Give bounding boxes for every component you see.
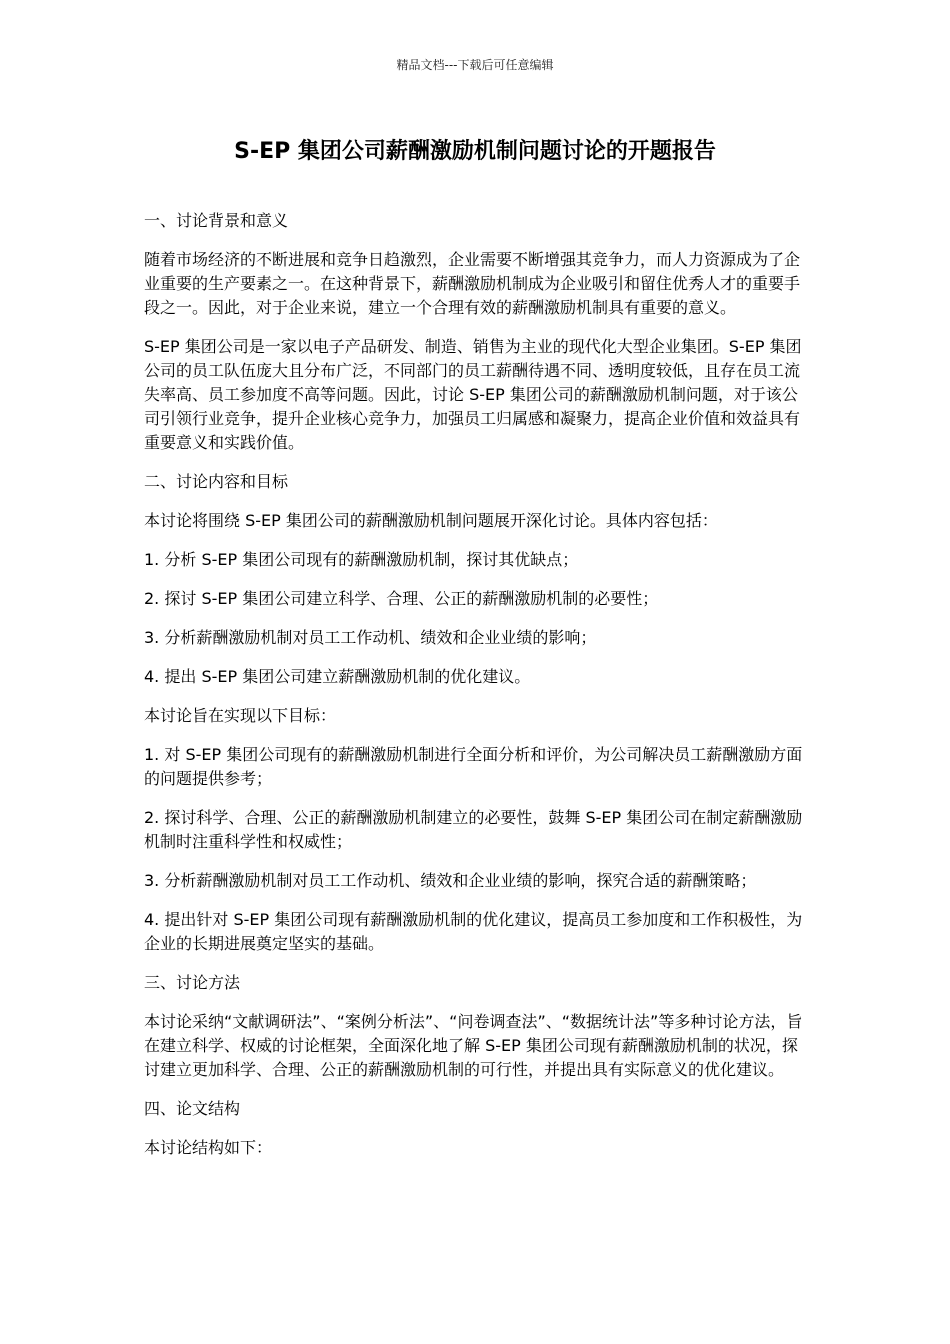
paragraph-goals-intro: 本讨论旨在实现以下目标： — [144, 706, 337, 725]
header-note: 精品文档---下载后可任意编辑 — [396, 58, 554, 72]
paragraph-structure-intro: 本讨论结构如下： — [144, 1138, 273, 1157]
paragraph-methods: 本讨论采纳“文献调研法”、“案例分析法”、“问卷调查法”、“数据统计法”等多种讨论方法，旨在建立科学、权威的讨论框架，全面深化地了解 S-EP 集团公司现有薪酬激励机制的状况，探讨建立更加科学、合理、公正的薪酬激励机制的可行性，并提出具有实际意义的优化建议。 — [144, 1012, 803, 1079]
document-title: S-EP 集团公司薪酬激励机制问题讨论的开题报告 — [234, 139, 716, 164]
list-item-content-1: 1. 分析 S-EP 集团公司现有的薪酬激励机制，探讨其优缺点； — [144, 550, 579, 569]
paragraph-company-overview: S-EP 集团公司是一家以电子产品研发、制造、销售为主业的现代化大型企业集团。S-EP 集团公司的员工队伍庞大且分布广泛，不同部门的员工薪酬待遇不同、透明度较低，且存在员工流失率高、员工参加度不高等问题。因此，讨论 S-EP 集团公司的薪酬激励机制问题，对于该公司引领行业竞争，提升企业核心竞争力，加强员工归属感和凝聚力，提高企业价值和效益具有重要意义和实践价值。 — [144, 337, 802, 452]
list-item-content-4: 4. 提出 S-EP 集团公司建立薪酬激励机制的优化建议。 — [144, 667, 531, 686]
list-item-content-3: 3. 分析薪酬激励机制对员工工作动机、绩效和企业业绩的影响； — [144, 628, 597, 647]
paragraph-content-intro: 本讨论将围绕 S-EP 集团公司的薪酬激励机制问题展开深化讨论。具体内容包括： — [144, 511, 718, 530]
list-item-goal-1: 1. 对 S-EP 集团公司现有的薪酬激励机制进行全面分析和评价，为公司解决员工薪酬激励方面的问题提供参考； — [144, 745, 803, 788]
list-item-goal-2: 2. 探讨科学、合理、公正的薪酬激励机制建立的必要性，鼓舞 S-EP 集团公司在制定薪酬激励机制时注重科学性和权威性； — [144, 808, 803, 851]
section-heading-background: 一、讨论背景和意义 — [144, 211, 289, 230]
paragraph-background-intro: 随着市场经济的不断进展和竞争日趋激烈，企业需要不断增强其竞争力，而人力资源成为了企业重要的生产要素之一。在这种背景下，薪酬激励机制成为企业吸引和留住优秀人才的重要手段之一。因此，对于企业来说，建立一个合理有效的薪酬激励机制具有重要的意义。 — [144, 250, 801, 317]
list-item-content-2: 2. 探讨 S-EP 集团公司建立科学、合理、公正的薪酬激励机制的必要性； — [144, 589, 659, 608]
document-body — [144, 209, 808, 1175]
list-item-goal-3: 3. 分析薪酬激励机制对员工工作动机、绩效和企业业绩的影响，探究合适的薪酬策略； — [144, 871, 757, 890]
section-heading-content-goals: 二、讨论内容和目标 — [144, 472, 289, 491]
section-heading-structure: 四、论文结构 — [144, 1099, 241, 1118]
list-item-goal-4: 4. 提出针对 S-EP 集团公司现有薪酬激励机制的优化建议，提高员工参加度和工作积极性，为企业的长期进展奠定坚实的基础。 — [144, 910, 803, 953]
section-heading-methods: 三、讨论方法 — [144, 973, 241, 992]
